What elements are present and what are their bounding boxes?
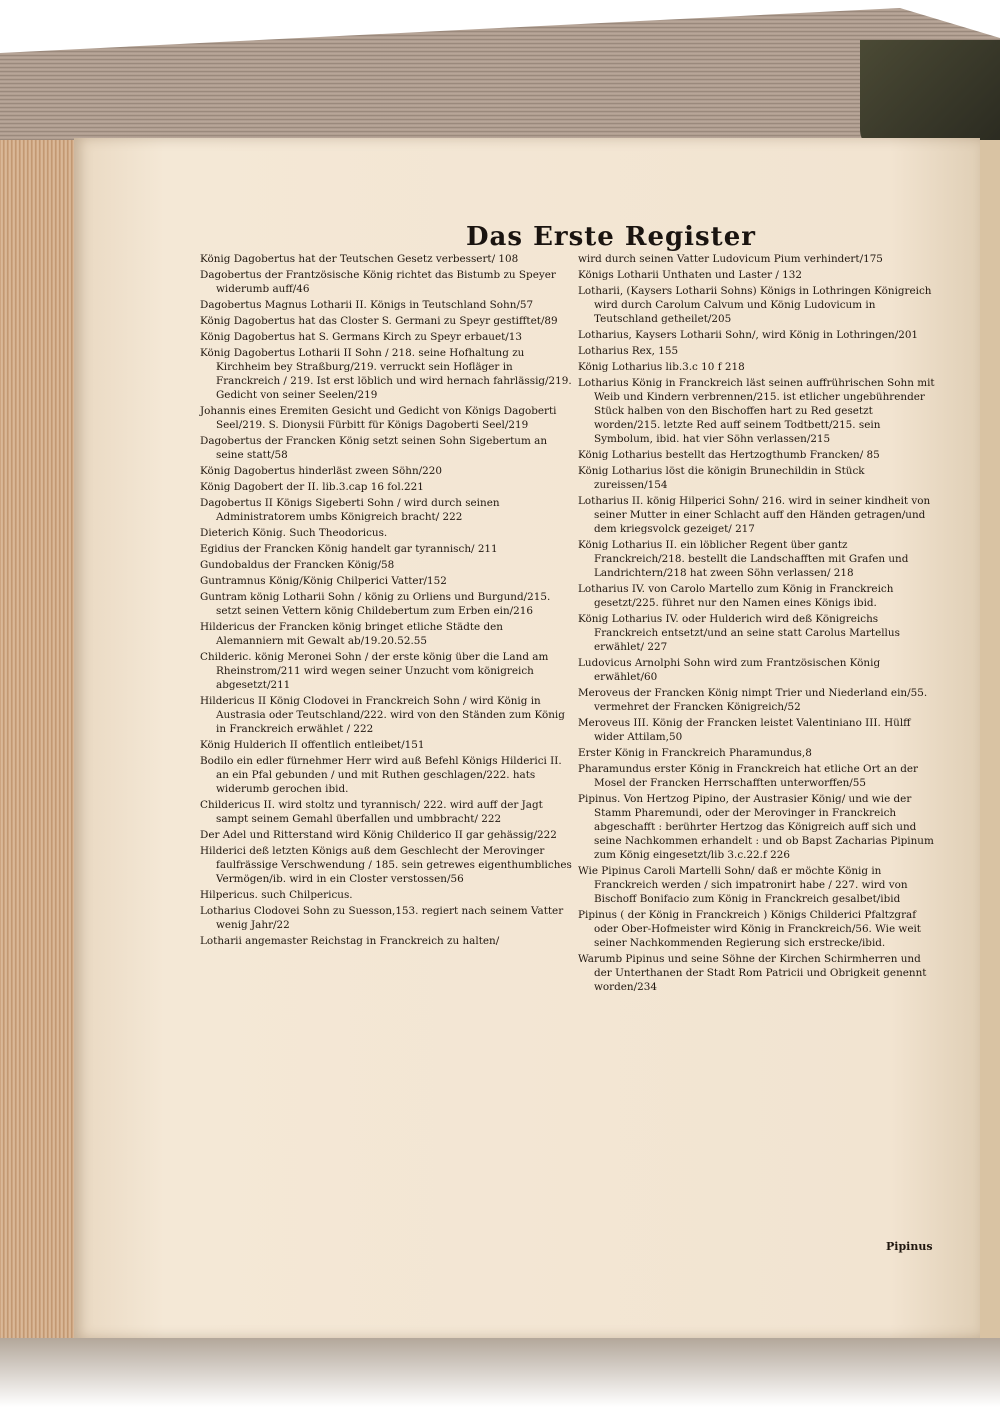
index-entry: Meroveus der Francken König nimpt Trier und Niederland ein/55. vermehret der Francken Königreich/52 <box>578 687 928 713</box>
index-entry: Königs Lotharii Unthaten und Laster / 132 <box>578 269 803 281</box>
index-entry: König Lotharius bestellt das Hertzogthumb Francken/ 85 <box>578 449 880 461</box>
index-entry: Egidius der Francken König handelt gar tyrannisch/ 211 <box>200 543 498 555</box>
left-column <box>200 252 572 950</box>
index-entry: Pipinus. Von Hertzog Pipino, der Austrasier König/ und wie der Stamm Pharemundi, oder der Merovinger in Franckreich abgeschafft : berührter Hertzog das Königreich auff sich und seine Nachkommen erhandelt : und ob Bapst Zacharias Pipinum zum König eingesetzt/lib 3.c.22.f 226 <box>578 793 934 861</box>
book-cover-corner <box>860 40 1000 150</box>
index-entry: König Lotharius II. ein löblicher Regent über gantz Franckreich/218. bestellt die Landschafften mit Grafen und Landrichtern/218 hat zween Söhn verlassen/ 218 <box>578 539 909 579</box>
index-entry: Lotharius, Kaysers Lotharii Sohn/, wird König in Lothringen/201 <box>578 329 919 341</box>
index-entry: Erster König in Franckreich Pharamundus,8 <box>578 747 812 759</box>
index-entry: Lotharius IV. von Carolo Martello zum König in Franckreich gesetzt/225. führet nur den Namen eines Königs ibid. <box>578 583 894 609</box>
index-entry: König Lotharius löst die königin Brunechildin in Stück zureissen/154 <box>578 465 865 491</box>
index-entry: Guntram könig Lotharii Sohn / könig zu Orliens und Burgund/215. setzt seinen Vettern könig Childebertum zum Erben ein/216 <box>200 591 551 617</box>
index-entry: Meroveus III. König der Francken leistet Valentiniano III. Hülff wider Attilam,50 <box>578 717 911 743</box>
index-entry: Pipinus ( der König in Franckreich ) Königs Childerici Pfaltzgraf oder Ober-Hofmeister wird König in Franckreich/56. Wie weit seiner Nachkommenden Regierung sich erstrecke/ibid. <box>578 909 921 949</box>
index-entry: König Dagobertus Lotharii II Sohn / 218. seine Hofhaltung zu Kirchheim bey Straßburg/219. verruckt sein Hofläger in Franckreich / 219. Ist erst löblich und wird hernach fahrlässig/219. Gedicht von seiner Seelen/219 <box>200 347 572 401</box>
index-entry: Lotharii, (Kaysers Lotharii Sohns) Königs in Lothringen Königreich wird durch Carolum Calvum und König Ludovicum in Teutschland getheilet/205 <box>578 285 932 325</box>
page-heading: Das Erste Register <box>466 222 756 252</box>
index-entry: wird durch seinen Vatter Ludovicum Pium verhindert/175 <box>578 253 883 265</box>
index-entry: Hildericus II König Clodovei in Franckreich Sohn / wird König in Austrasia oder Teutschland/222. wird von den Ständen zum König in Franckreich erwählet / 222 <box>200 695 565 735</box>
index-entry: Dagobertus der Francken König setzt seinen Sohn Sigebertum an seine statt/58 <box>200 435 548 461</box>
right-column <box>578 252 938 996</box>
index-entry: Lotharii angemaster Reichstag in Franckreich zu halten/ <box>200 935 500 947</box>
index-entry: Childeric. könig Meronei Sohn / der erste könig über die Land am Rheinstrom/211 wird wegen seiner Unzucht vom königreich abgesetzt/211 <box>200 651 549 691</box>
index-entry: Lotharius Clodovei Sohn zu Suesson,153. regiert nach seinem Vatter wenig Jahr/22 <box>200 905 564 931</box>
index-entry: Wie Pipinus Caroli Martelli Sohn/ daß er möchte König in Franckreich werden / sich impatronirt habe / 227. wird von Bischoff Bonifacio zum König in Franckreich gesalbet/ibid <box>578 865 908 905</box>
index-entry: Guntramnus König/König Chilperici Vatter/152 <box>200 575 447 587</box>
index-entry: Dieterich König. Such Theodoricus. <box>200 527 388 539</box>
index-entry: König Hulderich II offentlich entleibet/151 <box>200 739 425 751</box>
index-entry: Ludovicus Arnolphi Sohn wird zum Frantzösischen König erwählet/60 <box>578 657 881 683</box>
index-entry: König Dagobertus hat das Closter S. Germani zu Speyr gestifftet/89 <box>200 315 558 327</box>
index-entry: König Dagobert der II. lib.3.cap 16 fol.221 <box>200 481 424 493</box>
index-entry: Dagobertus II Königs Sigeberti Sohn / wird durch seinen Administratorem umbs Königreich bracht/ 222 <box>200 497 500 523</box>
index-entry: Pharamundus erster König in Franckreich hat etliche Ort an der Mosel der Francken Herrschafften unterworffen/55 <box>578 763 918 789</box>
page-edges-left <box>0 140 74 1340</box>
index-entry: Dagobertus der Frantzösische König richtet das Bistumb zu Speyer widerumb auff/46 <box>200 269 556 295</box>
index-entry: Bodilo ein edler fürnehmer Herr wird auß Befehl Königs Hilderici II. an ein Pfal gebunden / und mit Ruthen geschlagen/222. hats widerumb gerochen ibid. <box>200 755 562 795</box>
index-entry: Hilderici deß letzten Königs auß dem Geschlecht der Merovinger faulfrässige Verschwendung / 185. sein getrewes eigenthumbliches Vermögen/ib. wird in ein Closter verstossen/56 <box>200 845 572 885</box>
index-entry: Lotharius König in Franckreich läst seinen auffrührischen Sohn mit Weib und Kindern verbrennen/215. ist etlicher ungebührender Stück halben von den Bischoffen hart zu Red gesetzt worden/215. letzte Red auff seinem Todtbett/215. sein Symbolum, ibid. hat vier Söhn verlassen/215 <box>578 377 935 445</box>
catchword: Pipinus <box>886 1240 933 1253</box>
index-entry: König Dagobertus hat S. Germans Kirch zu Speyr erbauet/13 <box>200 331 523 343</box>
index-entry: Warumb Pipinus und seine Söhne der Kirchen Schirmherren und der Unterthanen der Stadt Rom Patricii und Obrigkeit genennt worden/234 <box>578 953 927 993</box>
index-entry: Johannis eines Eremiten Gesicht und Gedicht von Königs Dagoberti Seel/219. S. Dionysii Fürbitt für Königs Dagoberti Seel/219 <box>200 405 557 431</box>
index-entry: König Dagobertus hat der Teutschen Gesetz verbessert/ 108 <box>200 253 519 265</box>
index-entry: Der Adel und Ritterstand wird König Childerico II gar gehässig/222 <box>200 829 557 841</box>
index-entry: König Dagobertus hinderläst zween Söhn/220 <box>200 465 442 477</box>
index-entry: König Lotharius lib.3.c 10 f 218 <box>578 361 745 373</box>
bottom-shadow <box>0 1338 1000 1407</box>
index-entry: König Lotharius IV. oder Hulderich wird deß Königreichs Franckreich entsetzt/und an seine statt Carolus Martellus erwählet/ 227 <box>578 613 900 653</box>
index-entry: Dagobertus Magnus Lotharii II. Königs in Teutschland Sohn/57 <box>200 299 534 311</box>
index-entry: Childericus II. wird stoltz und tyrannisch/ 222. wird auff der Jagt sampt seinem Gemahl überfallen und umbbracht/ 222 <box>200 799 543 825</box>
index-entry: Hilpericus. such Chilpericus. <box>200 889 353 901</box>
index-entry: Gundobaldus der Francken König/58 <box>200 559 395 571</box>
index-entry: Lotharius II. könig Hilperici Sohn/ 216. wird in seiner kindheit von seiner Mutter in einer Schlacht auff den Händen getragen/und dem kriegsvolck gezeiget/ 217 <box>578 495 931 535</box>
page-block-top-edge <box>0 8 1000 158</box>
index-entry: Lotharius Rex, 155 <box>578 345 679 357</box>
index-entry: Hildericus der Francken könig bringet etliche Städte den Alemanniern mit Gewalt ab/19.20.52.55 <box>200 621 503 647</box>
page-edge-right <box>980 140 1000 1340</box>
